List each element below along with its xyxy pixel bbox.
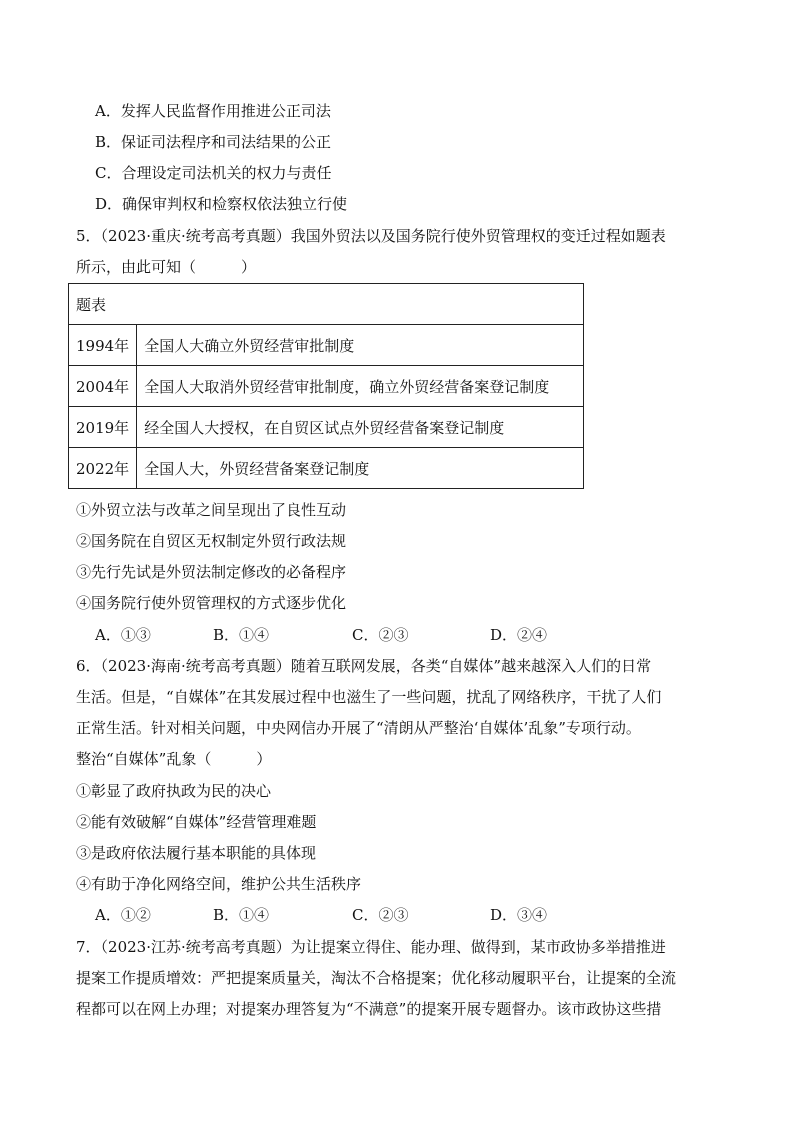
q7-stem-line-3: 程都可以在网上办理；对提案办理答复为“不满意”的提案开展专题督办。该市政协这些措 xyxy=(76,1000,662,1018)
q4-option-a: A．发挥人民监督作用推进公正司法 xyxy=(95,102,331,120)
table-row xyxy=(69,325,584,366)
q6-stem-line-2: 生活。但是，“自媒体”在其发展过程中也滋生了一些问题，扰乱了网络秩序，干扰了人们 xyxy=(76,688,662,706)
q6-statement-4: ④有助于净化网络空间，维护公共生活秩序 xyxy=(76,875,362,893)
table-text-cell: 经全国人大授权，在自贸区试点外贸经营备案登记制度 xyxy=(137,407,584,448)
q5-statement-4: ④国务院行使外贸管理权的方式逐步优化 xyxy=(76,594,347,612)
q7-stem-line-1: 7．（2023·江苏·统考高考真题）为让提案立得住、能办理、做得到，某市政协多举措推进 xyxy=(76,938,666,956)
q6-stem-line-3: 正常生活。针对相关问题，中央网信办开展了“清朗从严整治‘自媒体’乱象”专项行动。 xyxy=(76,719,641,737)
table-year-cell: 1994年 xyxy=(69,325,137,366)
q4-option-c: C．合理设定司法机关的权力与责任 xyxy=(95,164,332,182)
q5-statement-2: ②国务院在自贸区无权制定外贸行政法规 xyxy=(76,532,347,550)
q6-choice-d: D．③④ xyxy=(490,906,548,924)
table-text-cell: 全国人大确立外贸经营审批制度 xyxy=(137,325,584,366)
table-caption-row xyxy=(69,284,584,325)
q5-choice-b: B．①④ xyxy=(213,626,270,644)
q5-choice-c: C．②③ xyxy=(352,626,409,644)
q5-stem-line-1: 5．（2023·重庆·统考高考真题）我国外贸法以及国务院行使外贸管理权的变迁过程如题表 xyxy=(76,227,666,245)
table-text-cell: 全国人大，外贸经营备案登记制度 xyxy=(137,448,584,489)
q6-statement-2: ②能有效破解“自媒体”经营管理难题 xyxy=(76,813,317,831)
table-text-cell: 全国人大取消外贸经营审批制度，确立外贸经营备案登记制度 xyxy=(137,366,584,407)
q6-statement-1: ①彰显了政府执政为民的决心 xyxy=(76,782,272,800)
q6-statement-3: ③是政府依法履行基本职能的具体现 xyxy=(76,844,317,862)
q6-stem-line-1: 6．（2023·海南·统考高考真题）随着互联网发展，各类“自媒体”越来越深入人们的日常 xyxy=(76,657,652,675)
q5-stem-line-2: 所示，由此可知（ ） xyxy=(76,258,257,276)
table-caption: 题表 xyxy=(69,284,584,325)
q6-choice-b: B．①④ xyxy=(213,906,270,924)
table-row xyxy=(69,448,584,489)
table-year-cell: 2019年 xyxy=(69,407,137,448)
q6-choice-c: C．②③ xyxy=(352,906,409,924)
q6-choice-a: A．①② xyxy=(95,906,151,924)
q7-stem-line-2: 提案工作提质增效：严把提案质量关，淘汰不合格提案；优化移动履职平台，让提案的全流 xyxy=(76,969,677,987)
q6-stem-line-4: 整治“自媒体”乱象（ ） xyxy=(76,750,272,768)
table-year-cell: 2022年 xyxy=(69,448,137,489)
q5-table xyxy=(68,283,584,489)
q4-option-d: D．确保审判权和检察权依法独立行使 xyxy=(95,195,348,213)
q5-statement-3: ③先行先试是外贸法制定修改的必备程序 xyxy=(76,563,347,581)
table-year-cell: 2004年 xyxy=(69,366,137,407)
table-row xyxy=(69,407,584,448)
q5-choice-a: A．①③ xyxy=(95,626,151,644)
q4-option-b: B．保证司法程序和司法结果的公正 xyxy=(95,133,332,151)
table-row xyxy=(69,366,584,407)
q5-statement-1: ①外贸立法与改革之间呈现出了良性互动 xyxy=(76,501,347,519)
q5-choice-d: D．②④ xyxy=(490,626,548,644)
